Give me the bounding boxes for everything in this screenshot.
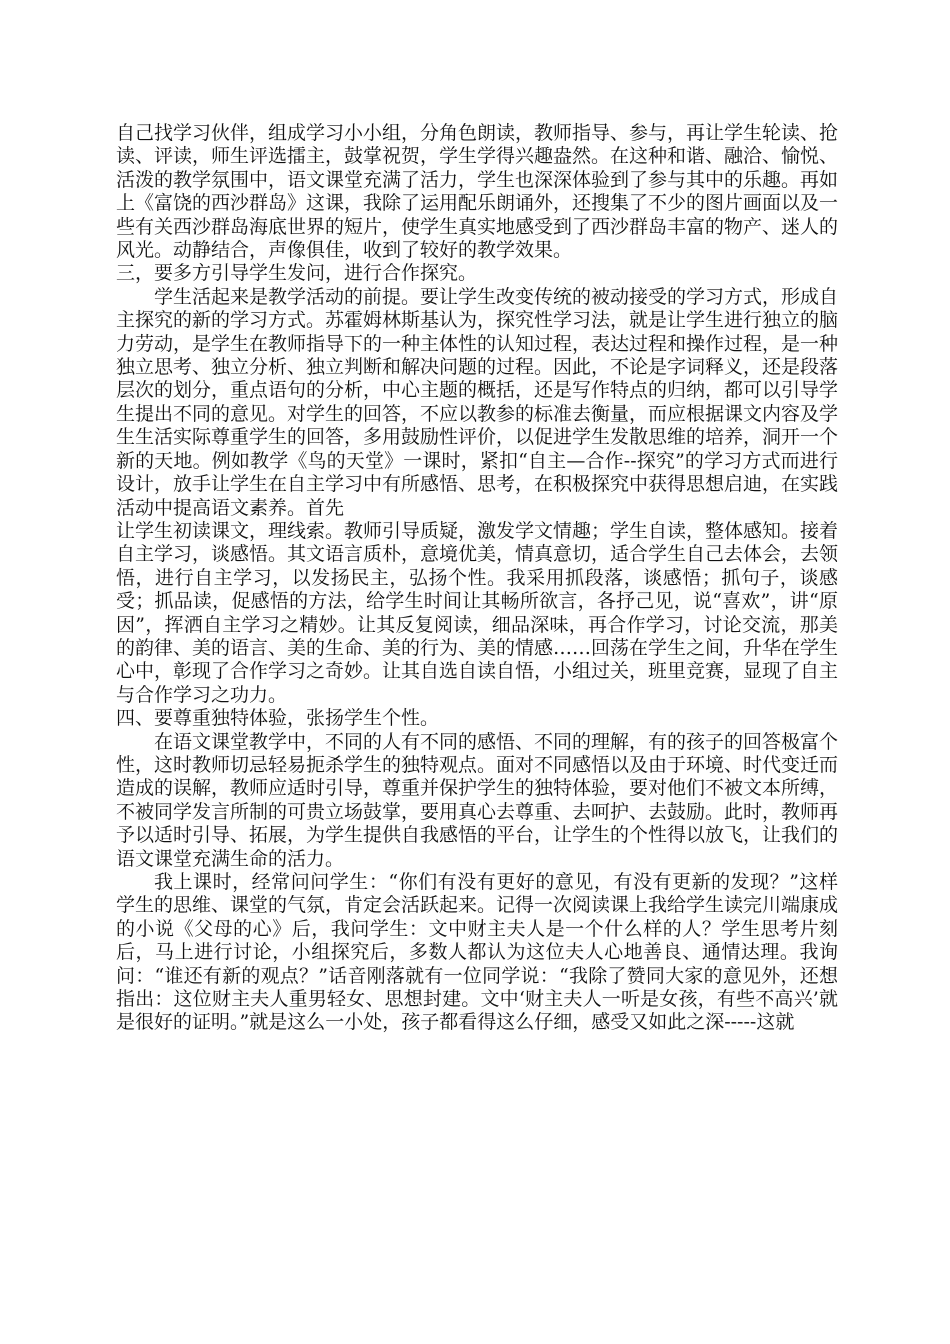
paragraph-4: 在语文课堂教学中，不同的人有不同的感悟、不同的理解，有的孩子的回答极富个性，这时教师切忌轻易扼杀学生的独特观点。面对不同感悟以及由于环境、时代变迁而造成的误解，教师应适时引导，尊重并保护学生的独特体验，要对他们不被文本所缚，不被同学发言所制的可贵立场鼓掌，要用真心去尊重、去呵护、去鼓励。此时，教师再予以适时引导、拓展，为学生提供自我感悟的平台，让学生的个性得以放飞，让我们的语文课堂充满生命的活力。: [116, 730, 839, 870]
paragraph-1: 自己找学习伙伴，组成学习小小组，分角色朗读，教师指导、参与，再让学生轮读、抢读、评读，师生评选擂主，鼓掌祝贺，学生学得兴趣盎然。在这种和谐、融洽、愉悦、活泼的教学氛围中，语文课堂充满了活力，学生也深深体验到了参与其中的乐趣。再如上《富饶的西沙群岛》这课，我除了运用配乐朗诵外，还搜集了不少的图片画面以及一些有关西沙群岛海底世界的短片，使学生真实地感受到了西沙群岛丰富的物产、迷人的风光。动静结合，声像俱佳，收到了较好的教学效果。: [116, 122, 839, 262]
section-heading-3: 三，要多方引导学生发问，进行合作探究。: [116, 262, 478, 285]
document-page: [116, 122, 838, 1035]
paragraph-5: 我上课时，经常问问学生：“你们有没有更好的意见，有没有更新的发现？”这样学生的思维、课堂的气氛，肯定会活跃起来。记得一次阅读课上我给学生读完川端康成的小说《父母的心》后，我问学生：文中财主夫人是一个什么样的人？学生思考片刻后，马上进行讨论，小组探究后，多数人都认为这位夫人心地善良、通情达理。我询问：“谁还有新的观点？”话音刚落就有一位同学说：“我除了赞同大家的意见外，还想指出：这位财主夫人重男轻女、思想封建。文中‘财主夫人一听是女孩，有些不高兴’就是很好的证明。”就是这么一小处，孩子都看得这么仔细，感受又如此之深-----这就: [116, 871, 839, 1034]
paragraph-3: 让学生初读课文，理线索。教师引导质疑，激发学文情趣；学生自读，整体感知。接着自主学习，谈感悟。其文语言质朴，意境优美，情真意切，适合学生自己去体会，去领悟，进行自主学习，以发扬民主，弘扬个性。我采用抓段落，谈感悟；抓句子，谈感受；抓品读，促感悟的方法，给学生时间让其畅所欲言，各抒己见，说“喜欢”，讲“原因”，挥洒自主学习之精妙。让其反复阅读，细品深味，再合作学习，讨论交流，那美的韵律、美的语言、美的生命、美的行为、美的情感……回荡在学生之间，升华在学生心中，彰现了合作学习之奇妙。让其自选自读自悟，小组过关，班里竞赛，显现了自主与合作学习之功力。: [116, 519, 839, 706]
paragraph-2: 学生活起来是教学活动的前提。要让学生改变传统的被动接受的学习方式，形成自主探究的新的学习方式。苏霍姆林斯基认为，探究性学习法，就是让学生进行独立的脑力劳动，是学生在教师指导下的一种主体性的认知过程，表达过程和操作过程，是一种独立思考、独立分析、独立判断和解决问题的过程。因此，不论是字词释义，还是段落层次的划分，重点语句的分析，中心主题的概括，还是写作特点的归纳，都可以引导学生提出不同的意见。对学生的回答，不应以教参的标准去衡量，而应根据课文内容及学生生活实际尊重学生的回答，多用鼓励性评价，以促进学生发散思维的培养，洞开一个新的天地。例如教学《鸟的天堂》一课时，紧扣“自主—合作--探究”的学习方式而进行设计，放手让学生在自主学习中有所感悟、思考，在积极探究中获得思想启迪，在实践活动中提高语文素养。首先: [116, 285, 839, 519]
section-heading-4: 四、要尊重独特体验，张扬学生个性。: [116, 707, 440, 730]
